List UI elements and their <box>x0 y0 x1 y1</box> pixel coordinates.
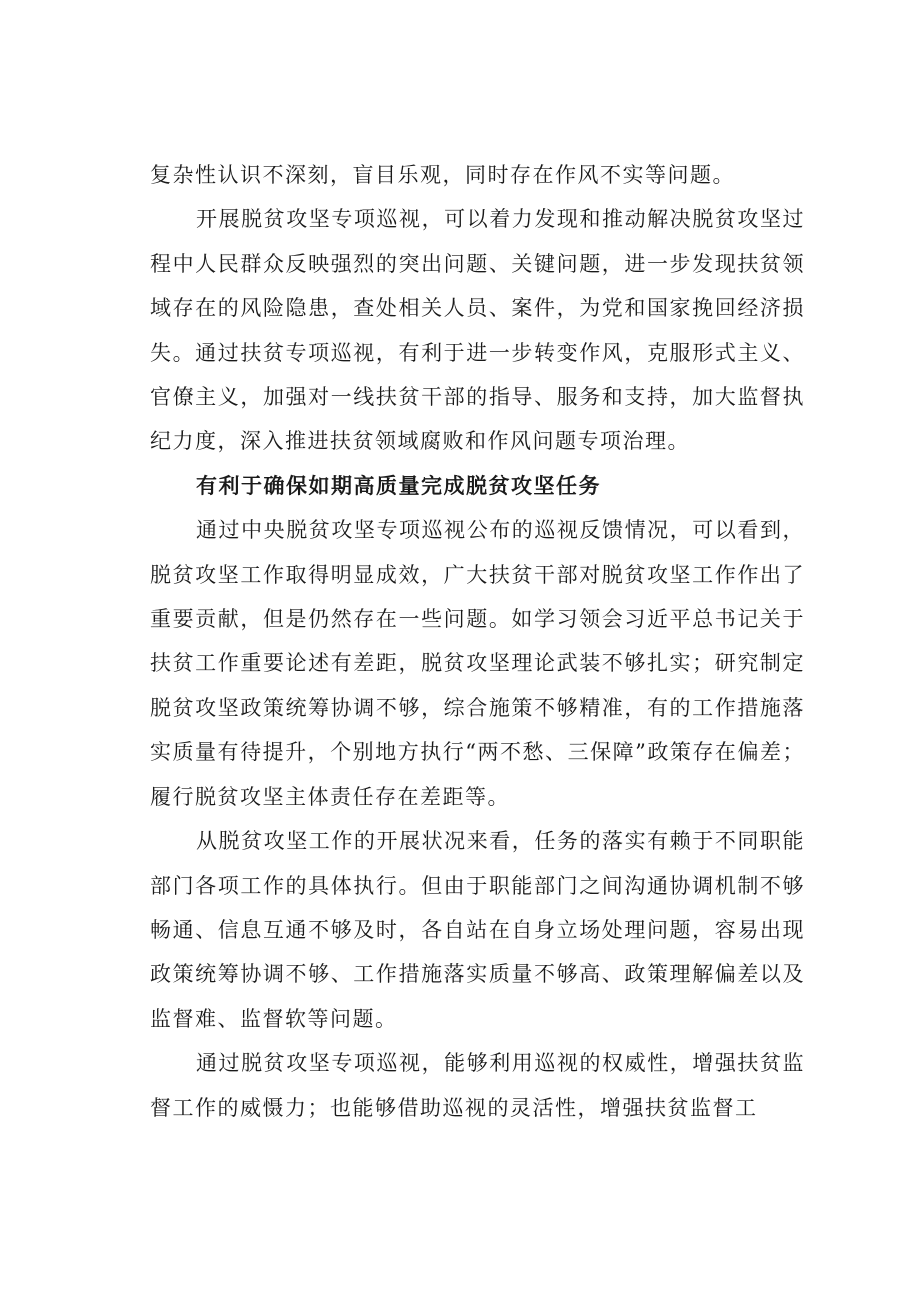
paragraph-continuation: 复杂性认识不深刻，盲目乐观，同时存在作风不实等问题。 <box>150 163 735 187</box>
document-body <box>150 153 805 1130</box>
paragraph-coordination-issues: 从脱贫攻坚工作的开展状况来看，任务的落实有赖于不同职能部门各项工作的具体执行。但由于职能部门之间沟通协调机制不够畅通、信息互通不够及时，各自站在自身立场处理问题，容易出现政策统筹协调不够、工作措施落实质量不够高、政策理解偏差以及监督难、监督软等问题。 <box>150 829 805 1031</box>
section-heading: 有利于确保如期高质量完成脱贫攻坚任务 <box>196 473 601 498</box>
paragraph-inspection-purpose: 开展脱贫攻坚专项巡视，可以着力发现和推动解决脱贫攻坚过程中人民群众反映强烈的突出问题、关键问题，进一步发现扶贫领域存在的风险隐患，查处相关人员、案件，为党和国家挽回经济损失。通过扶贫专项巡视，有利于进一步转变作风，克服形式主义、官僚主义，加强对一线扶贫干部的指导、服务和支持，加大监督执纪力度，深入推进扶贫领域腐败和作风问题专项治理。 <box>150 207 805 454</box>
paragraph-inspection-authority: 通过脱贫攻坚专项巡视，能够利用巡视的权威性，增强扶贫监督工作的威慑力；也能够借助巡视的灵活性，增强扶贫监督工 <box>150 1051 805 1120</box>
paragraph-feedback-findings: 通过中央脱贫攻坚专项巡视公布的巡视反馈情况，可以看到，脱贫攻坚工作取得明显成效，广大扶贫干部对脱贫攻坚工作作出了重要贡献，但是仍然存在一些问题。如学习领会习近平总书记关于扶贫工作重要论述有差距，脱贫攻坚理论武装不够扎实；研究制定脱贫攻坚政策统筹协调不够，综合施策不够精准，有的工作措施落实质量有待提升，个别地方执行“两不愁、三保障”政策存在偏差；履行脱贫攻坚主体责任存在差距等。 <box>150 518 805 809</box>
